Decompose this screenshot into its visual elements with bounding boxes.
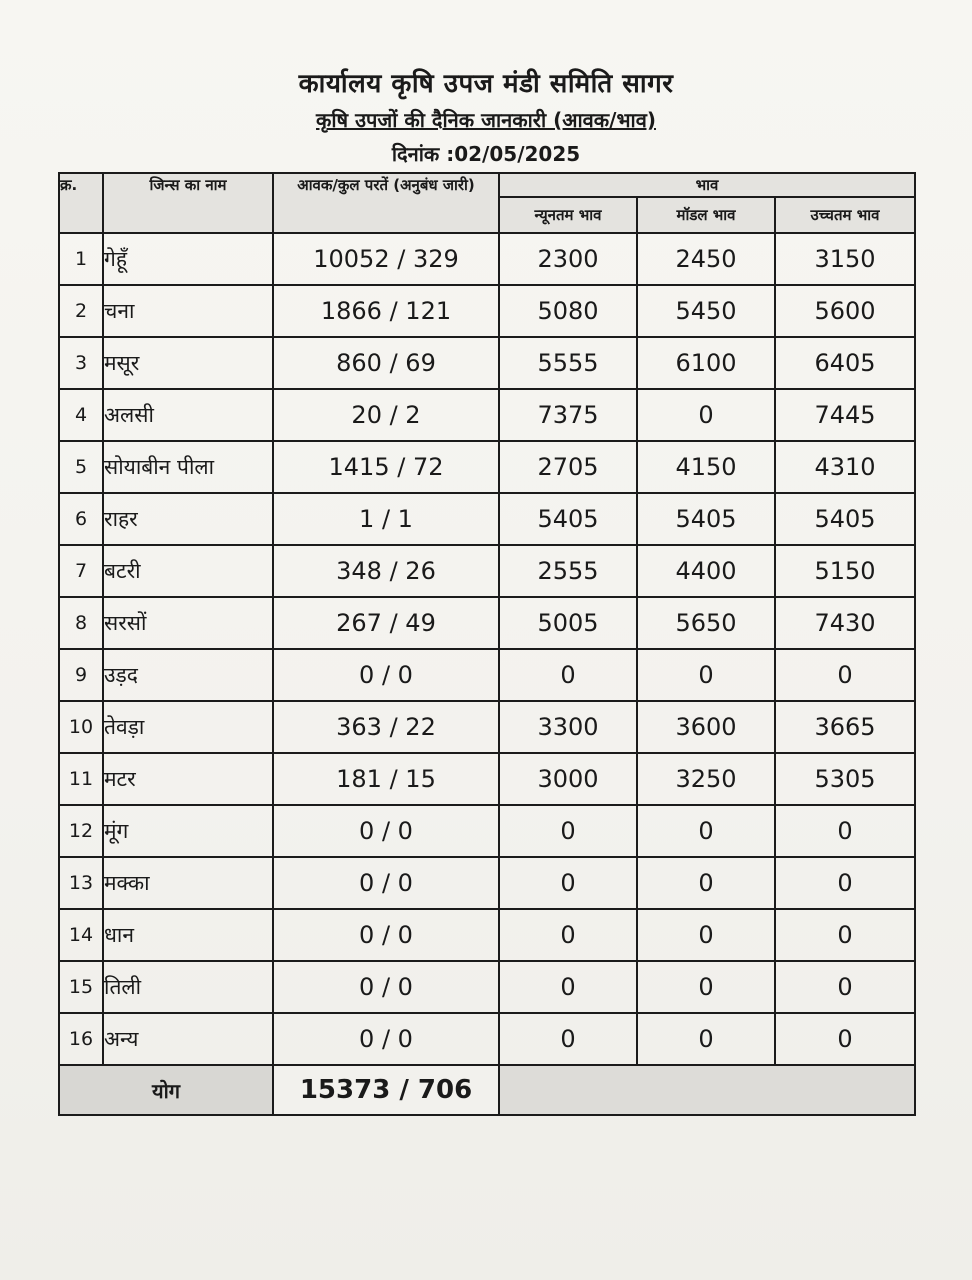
row-arrival: 0 / 0 [273,961,499,1013]
row-min-price: 2555 [499,545,637,597]
row-arrival: 10052 / 329 [273,233,499,285]
row-crop-name: धान [103,909,273,961]
row-arrival: 1 / 1 [273,493,499,545]
header-crop-name: जिन्स का नाम [103,173,273,233]
row-min-price: 0 [499,1013,637,1065]
row-model-price: 0 [637,389,775,441]
row-arrival: 860 / 69 [273,337,499,389]
row-arrival: 363 / 22 [273,701,499,753]
table-row [59,493,915,545]
row-model-price: 0 [637,649,775,701]
table-row [59,597,915,649]
table-row [59,753,915,805]
total-label: योग [59,1065,273,1115]
table-row [59,701,915,753]
row-model-price: 0 [637,857,775,909]
row-serial: 10 [59,701,103,753]
row-max-price: 0 [775,649,915,701]
row-min-price: 0 [499,909,637,961]
row-arrival: 1415 / 72 [273,441,499,493]
row-model-price: 0 [637,1013,775,1065]
row-min-price: 7375 [499,389,637,441]
table-row [59,389,915,441]
row-serial: 9 [59,649,103,701]
row-model-price: 5405 [637,493,775,545]
row-crop-name: राहर [103,493,273,545]
row-serial: 7 [59,545,103,597]
row-model-price: 5450 [637,285,775,337]
row-model-price: 3600 [637,701,775,753]
row-crop-name: मूंग [103,805,273,857]
row-max-price: 4310 [775,441,915,493]
row-max-price: 0 [775,805,915,857]
table-row [59,805,915,857]
table-header [59,173,915,233]
row-max-price: 5405 [775,493,915,545]
row-min-price: 0 [499,857,637,909]
row-min-price: 5080 [499,285,637,337]
row-min-price: 0 [499,805,637,857]
row-serial: 8 [59,597,103,649]
row-model-price: 2450 [637,233,775,285]
row-serial: 3 [59,337,103,389]
row-serial: 15 [59,961,103,1013]
total-row [59,1065,915,1115]
header-price-group: भाव [499,173,915,197]
table-row [59,545,915,597]
row-serial: 6 [59,493,103,545]
arrival-price-table [58,172,916,1116]
row-crop-name: अलसी [103,389,273,441]
row-arrival: 0 / 0 [273,805,499,857]
row-arrival: 0 / 0 [273,857,499,909]
row-arrival: 348 / 26 [273,545,499,597]
row-model-price: 4150 [637,441,775,493]
row-crop-name: मसूर [103,337,273,389]
table-row [59,909,915,961]
row-serial: 4 [59,389,103,441]
row-max-price: 7445 [775,389,915,441]
row-arrival: 267 / 49 [273,597,499,649]
header-model-price: मॉडल भाव [637,197,775,233]
row-model-price: 0 [637,805,775,857]
total-blank-cell [499,1065,915,1115]
row-max-price: 0 [775,857,915,909]
row-max-price: 6405 [775,337,915,389]
row-arrival: 1866 / 121 [273,285,499,337]
row-crop-name: चना [103,285,273,337]
row-min-price: 0 [499,961,637,1013]
row-min-price: 5555 [499,337,637,389]
table-row [59,649,915,701]
report-date: दिनांक :02/05/2025 [391,142,581,166]
row-max-price: 0 [775,1013,915,1065]
row-min-price: 2300 [499,233,637,285]
row-max-price: 5305 [775,753,915,805]
table-body [59,233,915,1115]
table-row [59,233,915,285]
row-crop-name: तिली [103,961,273,1013]
row-max-price: 5150 [775,545,915,597]
row-min-price: 3300 [499,701,637,753]
table-row [59,337,915,389]
row-crop-name: उड़द [103,649,273,701]
office-title: कार्यालय कृषि उपज मंडी समिति सागर [298,69,674,99]
row-crop-name: मक्का [103,857,273,909]
row-max-price: 5600 [775,285,915,337]
row-serial: 14 [59,909,103,961]
row-crop-name: गेहूँ [103,233,273,285]
report-title: कृषि उपजों की दैनिक जानकारी (आवक/भाव) [316,108,656,132]
row-serial: 12 [59,805,103,857]
header-max-price: उच्चतम भाव [775,197,915,233]
row-max-price: 7430 [775,597,915,649]
row-crop-name: तेवड़ा [103,701,273,753]
table-row [59,1013,915,1065]
row-model-price: 0 [637,961,775,1013]
header-min-price: न्यूनतम भाव [499,197,637,233]
header-serial: क्र. [59,173,103,233]
row-max-price: 3150 [775,233,915,285]
table-row [59,961,915,1013]
row-crop-name: अन्य [103,1013,273,1065]
row-model-price: 5650 [637,597,775,649]
row-arrival: 181 / 15 [273,753,499,805]
row-arrival: 0 / 0 [273,649,499,701]
row-arrival: 0 / 0 [273,909,499,961]
row-model-price: 6100 [637,337,775,389]
row-crop-name: सोयाबीन पीला [103,441,273,493]
row-max-price: 3665 [775,701,915,753]
total-arrival: 15373 / 706 [273,1065,499,1115]
row-arrival: 20 / 2 [273,389,499,441]
row-min-price: 2705 [499,441,637,493]
row-serial: 13 [59,857,103,909]
row-model-price: 4400 [637,545,775,597]
table-row [59,285,915,337]
row-max-price: 0 [775,961,915,1013]
row-min-price: 5005 [499,597,637,649]
row-min-price: 3000 [499,753,637,805]
row-crop-name: सरसों [103,597,273,649]
row-max-price: 0 [775,909,915,961]
row-model-price: 3250 [637,753,775,805]
row-serial: 2 [59,285,103,337]
row-serial: 11 [59,753,103,805]
table-row [59,441,915,493]
row-crop-name: मटर [103,753,273,805]
row-arrival: 0 / 0 [273,1013,499,1065]
row-serial: 16 [59,1013,103,1065]
table-row [59,857,915,909]
row-serial: 5 [59,441,103,493]
header-arrival: आवक/कुल परतें (अनुबंध जारी) [273,173,499,233]
row-crop-name: बटरी [103,545,273,597]
row-serial: 1 [59,233,103,285]
row-min-price: 0 [499,649,637,701]
row-model-price: 0 [637,909,775,961]
row-min-price: 5405 [499,493,637,545]
